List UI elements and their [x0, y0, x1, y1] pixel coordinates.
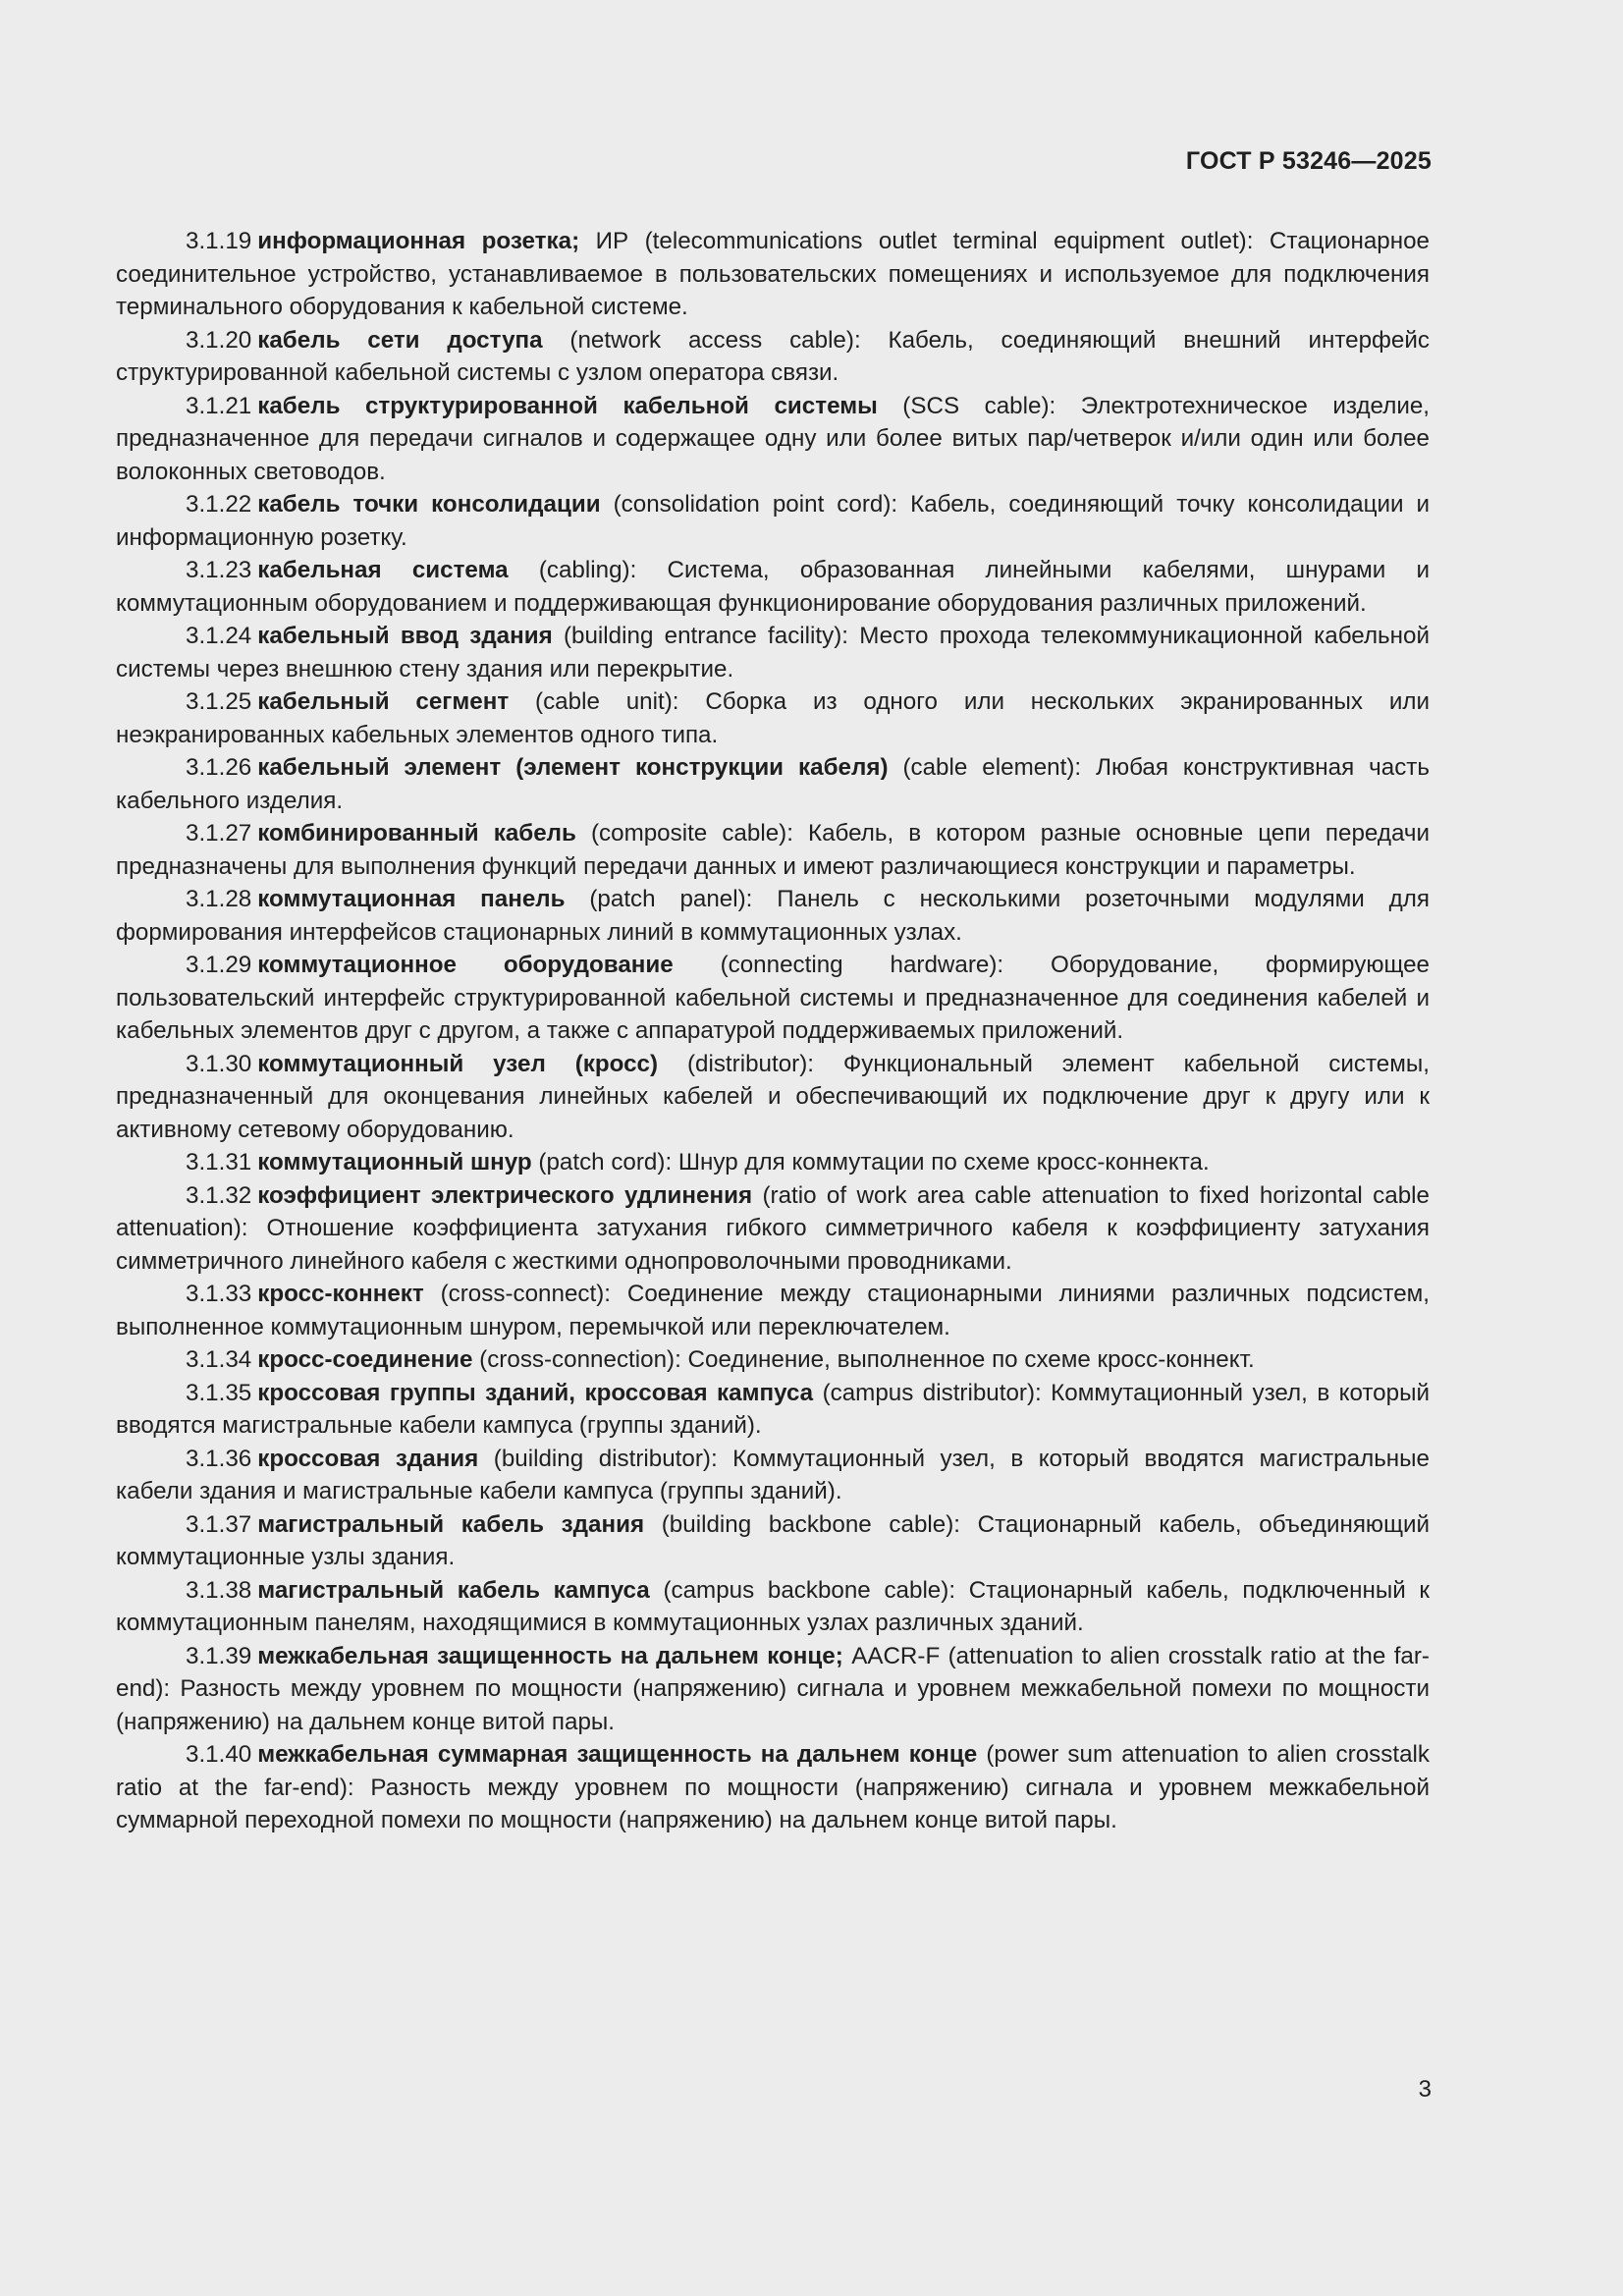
term: коммутационный узел (кросс)	[257, 1050, 659, 1077]
clause-number: 3.1.37	[186, 1510, 252, 1538]
definition-text: (distributor): Функциональный элемент кабельной системы, предназначенный для оконцевания линейных кабелей и обеспечивающий их подключение друг к другу или к активному сетевому оборудованию.	[116, 1050, 1430, 1143]
definition-entry	[116, 554, 1430, 620]
term: коэффициент электрического удлинения	[257, 1181, 753, 1209]
term: межкабельная защищенность на дальнем конце;	[257, 1642, 843, 1669]
definition-text: (power sum attenuation to alien crosstalk ratio at the far-end): Разность между уровнем по мощности (напряжению) сигнала и уровнем межкабельной суммарной переходной помехи по мощности (напряжению) на дальнем конце витой пары.	[116, 1741, 1430, 1833]
clause-number: 3.1.21	[186, 392, 252, 419]
term: кросс-коннект	[257, 1281, 424, 1307]
definition-text: (cabling): Система, образованная линейными кабелями, шнурами и коммутационным оборудованием и поддерживающая функционирование оборудования различных приложений.	[116, 557, 1431, 617]
clause-number: 3.1.30	[186, 1050, 252, 1077]
definition-text: (connecting hardware): Оборудование, формирующее пользовательский интерфейс структурированной кабельной системы и предназначенное для соединения кабелей и кабельных элементов друг с другом, а также с аппаратурой поддерживаемых приложений.	[116, 952, 1430, 1044]
term: кабель сети доступа	[257, 326, 543, 354]
term: коммутационный шнур	[257, 1149, 532, 1175]
definition-entry	[116, 324, 1430, 390]
clause-number: 3.1.36	[186, 1445, 252, 1472]
clause-number: 3.1.22	[186, 491, 252, 518]
definition-entry	[116, 1048, 1430, 1147]
term: коммутационное оборудование	[257, 952, 674, 978]
definition-entry	[116, 488, 1430, 554]
definition-entry	[116, 1146, 1430, 1179]
clause-number: 3.1.34	[186, 1346, 252, 1373]
clause-number: 3.1.28	[186, 886, 252, 912]
term: кроссовая здания	[257, 1445, 479, 1472]
definition-entry	[116, 1278, 1430, 1343]
page-number: 3	[1418, 2076, 1432, 2103]
clause-number: 3.1.39	[186, 1642, 252, 1669]
definition-text: (building entrance facility): Место прохода телекоммуникационной кабельной системы через внешнюю стену здания или перекрытие.	[116, 623, 1430, 683]
term: кросс-соединение	[257, 1346, 473, 1373]
definition-entry	[116, 685, 1430, 751]
definition-text: (cable element): Любая конструктивная часть кабельного изделия.	[116, 754, 1430, 814]
term: кабельный ввод здания	[257, 623, 553, 649]
term: комбинированный кабель	[257, 820, 576, 847]
definition-entry	[116, 1738, 1430, 1837]
clause-number: 3.1.31	[186, 1149, 252, 1175]
definition-text: (ratio of work area cable attenuation to fixed horizontal cable attenuation): Отношение коэффициента затухания гибкого симметричного кабеля к коэффициенту затухания симметричного линейного кабеля с жесткими однопроволочными проводниками.	[116, 1181, 1430, 1275]
standard-code-header: ГОСТ Р 53246—2025	[1185, 147, 1432, 175]
clause-number: 3.1.23	[186, 557, 252, 583]
term: кабель структурированной кабельной системы	[257, 392, 878, 419]
definition-entry	[116, 949, 1430, 1048]
definitions-list	[116, 225, 1430, 1837]
definition-text: (network access cable): Кабель, соединяющий внешний интерфейс структурированной кабельной системы с узлом оператора связи.	[116, 326, 1430, 386]
term: кабельный элемент (элемент конструкции кабеля)	[257, 754, 889, 781]
definition-text: (patch panel): Панель с несколькими розеточными модулями для формирования интерфейсов стационарных линий в коммутационных узлах.	[116, 886, 1430, 946]
clause-number: 3.1.26	[186, 754, 252, 781]
definition-entry	[116, 620, 1430, 685]
definition-entry	[116, 817, 1430, 883]
definition-text: (building distributor): Коммутационный узел, в который вводятся магистральные кабели здания и магистральные кабели кампуса (группы зданий).	[116, 1445, 1430, 1504]
definition-text: AACR-F (attenuation to alien crosstalk ratio at the far-end): Разность между уровнем по мощности (напряжению) сигнала и уровнем межкабельной помехи по мощности (напряжению) на дальнем конце витой пары.	[116, 1642, 1430, 1735]
definition-text: (cable unit): Сборка из одного или нескольких экранированных или неэкранированных кабельных элементов одного типа.	[116, 688, 1430, 748]
definition-entry	[116, 225, 1430, 324]
term: коммутационная панель	[257, 886, 566, 912]
clause-number: 3.1.19	[186, 228, 252, 254]
definition-text: (SCS cable): Электротехническое изделие, предназначенное для передачи сигналов и содержащее одну или более витых пар/четверок и/или один или более волоконных световодов.	[116, 392, 1430, 485]
term: межкабельная суммарная защищенность на дальнем конце	[257, 1741, 978, 1768]
term: магистральный кабель кампуса	[257, 1576, 650, 1604]
definition-entry	[116, 751, 1430, 817]
clause-number: 3.1.27	[186, 820, 252, 847]
definition-text: (building backbone cable): Стационарный кабель, объединяющий коммутационные узлы здания.	[116, 1510, 1430, 1570]
definition-entry	[116, 1179, 1430, 1279]
term: информационная розетка;	[257, 228, 580, 254]
definition-text: (campus backbone cable): Стационарный кабель, подключенный к коммутационным панелям, находящимися в коммутационных узлах различных зданий.	[116, 1576, 1430, 1636]
definition-text: (campus distributor): Коммутационный узел, в который вводятся магистральные кабели кампуса (группы зданий).	[116, 1379, 1430, 1439]
term: кабельная система	[257, 557, 509, 583]
definition-entry	[116, 883, 1430, 949]
definition-entry	[116, 1377, 1430, 1443]
clause-number: 3.1.24	[186, 623, 252, 649]
clause-number: 3.1.32	[186, 1181, 252, 1209]
definition-text: (patch cord): Шнур для коммутации по схеме кросс-коннекта.	[531, 1149, 1210, 1175]
definition-entry	[116, 1343, 1430, 1377]
definition-entry	[116, 1508, 1430, 1574]
definition-text: ИР (telecommunications outlet terminal equipment outlet): Стационарное соединительное устройство, устанавливаемое в пользовательских помещениях и используемое для подключения терминального оборудования к кабельной системе.	[116, 228, 1430, 320]
term: кабельный сегмент	[257, 688, 510, 715]
definition-text: (cross-connection): Соединение, выполненное по схеме кросс-коннект.	[472, 1346, 1255, 1373]
term: магистральный кабель здания	[257, 1510, 645, 1538]
clause-number: 3.1.25	[186, 688, 252, 715]
definition-entry	[116, 390, 1430, 489]
definition-text: (composite cable): Кабель, в котором разные основные цепи передачи предназначены для выполнения функций передачи данных и имеют различающиеся конструкции и параметры.	[116, 820, 1430, 880]
term: кроссовая группы зданий, кроссовая кампуса	[257, 1379, 814, 1406]
clause-number: 3.1.33	[186, 1281, 252, 1307]
definition-entry	[116, 1640, 1430, 1739]
definition-text: (cross-connect): Соединение между стационарными линиями различных подсистем, выполненное коммутационным шнуром, перемычкой или переключателем.	[116, 1281, 1430, 1340]
clause-number: 3.1.38	[186, 1576, 252, 1604]
term: кабель точки консолидации	[257, 491, 601, 518]
clause-number: 3.1.40	[186, 1741, 252, 1768]
clause-number: 3.1.20	[186, 326, 252, 354]
clause-number: 3.1.29	[186, 952, 252, 978]
definition-entry	[116, 1443, 1430, 1508]
definition-entry	[116, 1574, 1430, 1640]
clause-number: 3.1.35	[186, 1379, 252, 1406]
definition-text: (consolidation point cord): Кабель, соединяющий точку консолидации и информационную розетку.	[116, 491, 1430, 551]
